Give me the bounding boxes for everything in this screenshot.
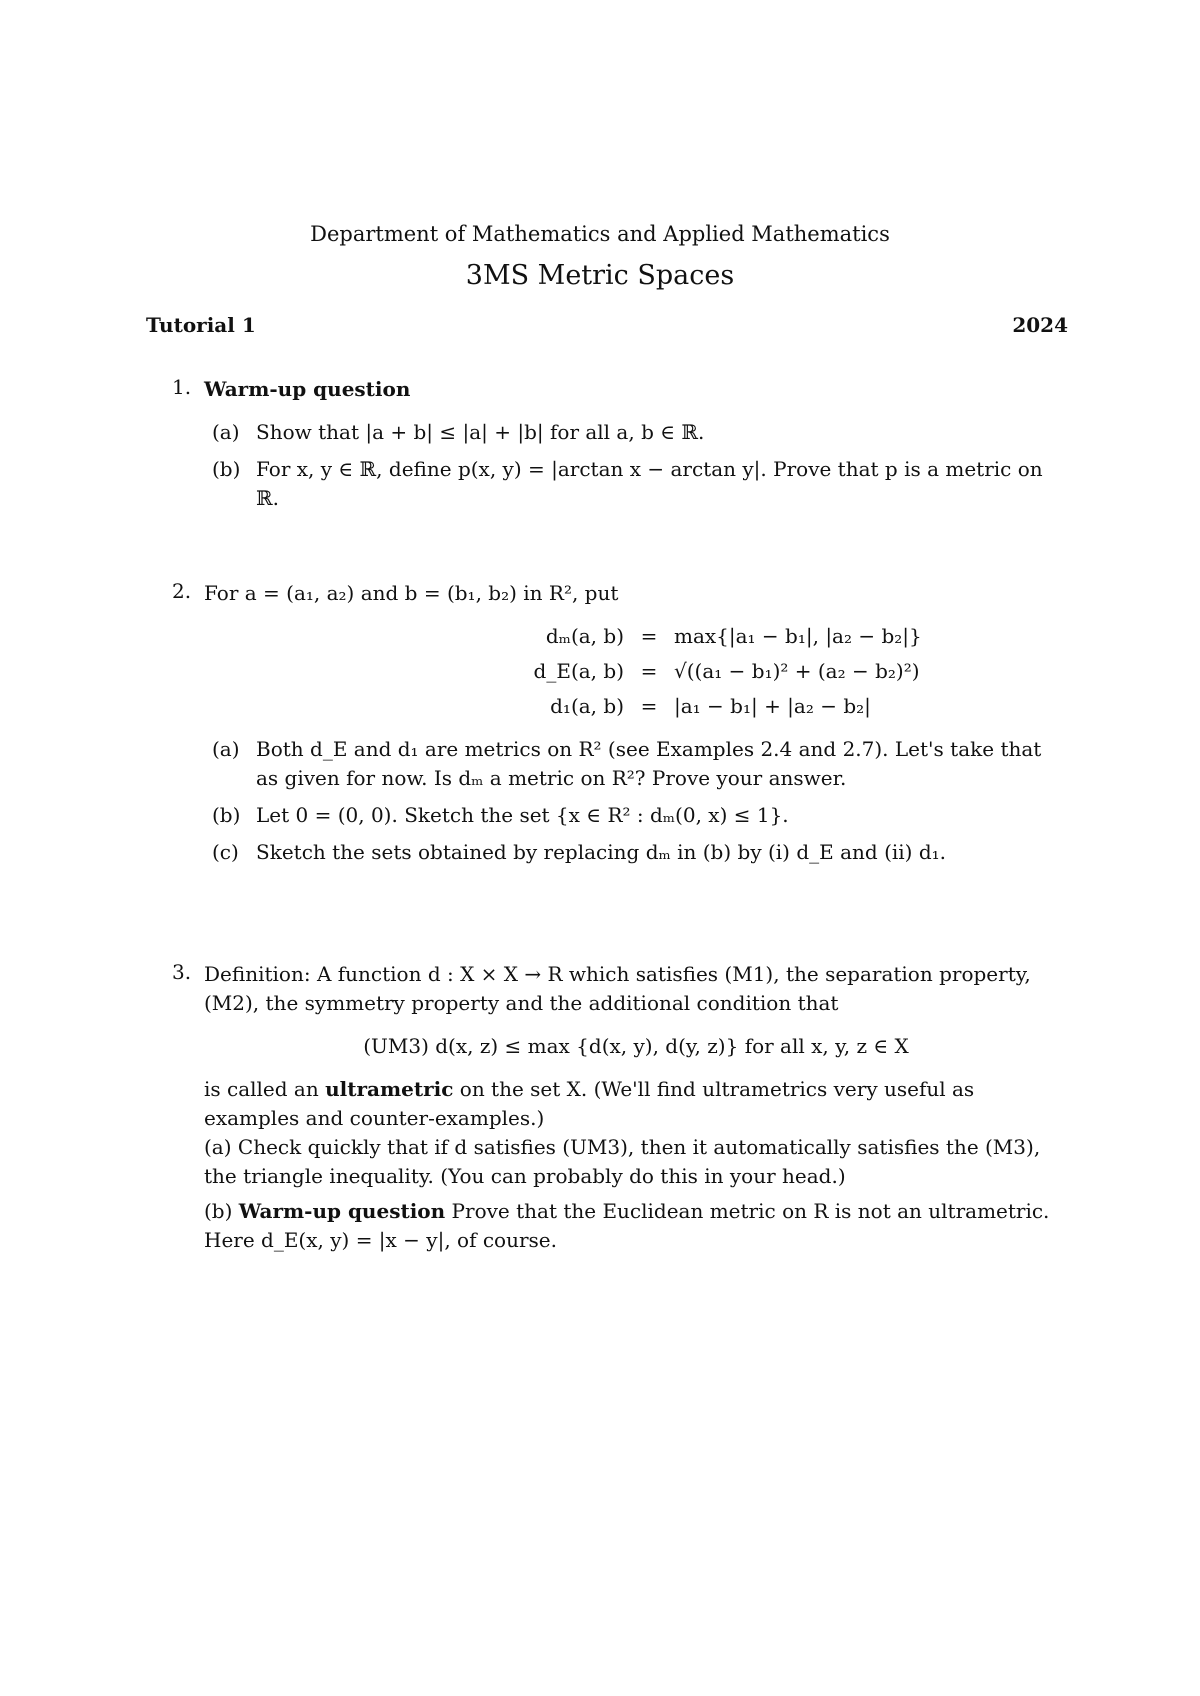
equation-sign: = <box>640 659 658 683</box>
part-text: Both d_E and d₁ are metrics on R² (see Examples 2.4 and 2.7). Let's take that as given for now. Is dₘ a metric on R²? Prove your answer. <box>256 737 1042 790</box>
part-text: Prove that the Euclidean metric on R is not an ultrametric. Here d_E(x, y) = |x − y|, of course. <box>204 1199 1050 1252</box>
equation-rhs: √((a₁ − b₁)² + (a₂ − b₂)²) <box>674 659 920 683</box>
equation-rhs: max{|a₁ − b₁|, |a₂ − b₂|} <box>674 624 922 648</box>
part-label: (b) <box>204 1199 233 1223</box>
part-a: (a) Check quickly that if d satisfies (UM3), then it automatically satisfies the (M3), the triangle inequality. (You can probably do this in your head.) <box>204 1135 1041 1188</box>
equation-lhs: d_E(a, b) <box>533 659 624 683</box>
part-c <box>212 838 1068 867</box>
definition-text: Definition: A function d : X × X → R which satisfies (M1), the separation property, (M2), the symmetry property and the additional condition that <box>204 962 1031 1015</box>
part-text: Let 0 = (0, 0). Sketch the set {x ∈ R² : dₘ(0, x) ≤ 1}. <box>256 803 789 827</box>
part-label: (b) <box>212 457 241 481</box>
um3-condition: (UM3) d(x, z) ≤ max {d(x, y), d(y, z)} for all x, y, z ∈ X <box>363 1034 909 1058</box>
tutorial-label: Tutorial 1 <box>146 313 256 337</box>
equation-sign: = <box>640 624 658 648</box>
part-text: Sketch the sets obtained by replacing dₘ in (b) by (i) d_E and (ii) d₁. <box>256 840 946 864</box>
part-text: For x, y ∈ ℝ, define p(x, y) = |arctan x − arctan y|. Prove that p is a metric on ℝ. <box>256 457 1043 510</box>
question-2 <box>172 579 1072 867</box>
part-a <box>212 735 1068 793</box>
sentence-start: is called an <box>204 1077 319 1101</box>
equation-rhs: |a₁ − b₁| + |a₂ − b₂| <box>674 694 871 718</box>
part-label: (c) <box>212 840 239 864</box>
course-title: 3MS Metric Spaces <box>465 260 735 291</box>
question-number: 1. <box>172 375 192 399</box>
equation-lhs: d₁(a, b) <box>550 694 624 718</box>
sentence-end: on the set X. (We'll find ultrametrics very useful as examples and counter-examples.) <box>204 1077 975 1130</box>
question-number: 3. <box>172 960 192 984</box>
part-label: (b) <box>212 803 241 827</box>
ultrametric-term: ultrametric <box>325 1077 454 1101</box>
part-a <box>212 418 1068 447</box>
part-b <box>212 455 1068 513</box>
question-intro: For a = (a₁, a₂) and b = (b₁, b₂) in R², put <box>204 581 619 605</box>
part-text: Show that |a + b| ≤ |a| + |b| for all a, b ∈ ℝ. <box>256 420 705 444</box>
equation-lhs: dₘ(a, b) <box>545 624 624 648</box>
question-3 <box>172 960 1072 1255</box>
question-1 <box>172 375 1072 513</box>
metric-definitions <box>444 622 1068 721</box>
part-title: Warm-up question <box>238 1199 446 1223</box>
part-b <box>212 801 1068 830</box>
question-title: Warm-up question <box>204 377 411 401</box>
part-label: (a) <box>212 420 240 444</box>
question-number: 2. <box>172 579 192 603</box>
year-label: 2024 <box>1012 313 1068 337</box>
part-b <box>204 1197 1068 1255</box>
department-heading: Department of Mathematics and Applied Mathematics <box>310 222 890 246</box>
part-label: (a) <box>212 737 240 761</box>
equation-sign: = <box>640 694 658 718</box>
ultrametric-sentence <box>204 1075 1068 1133</box>
